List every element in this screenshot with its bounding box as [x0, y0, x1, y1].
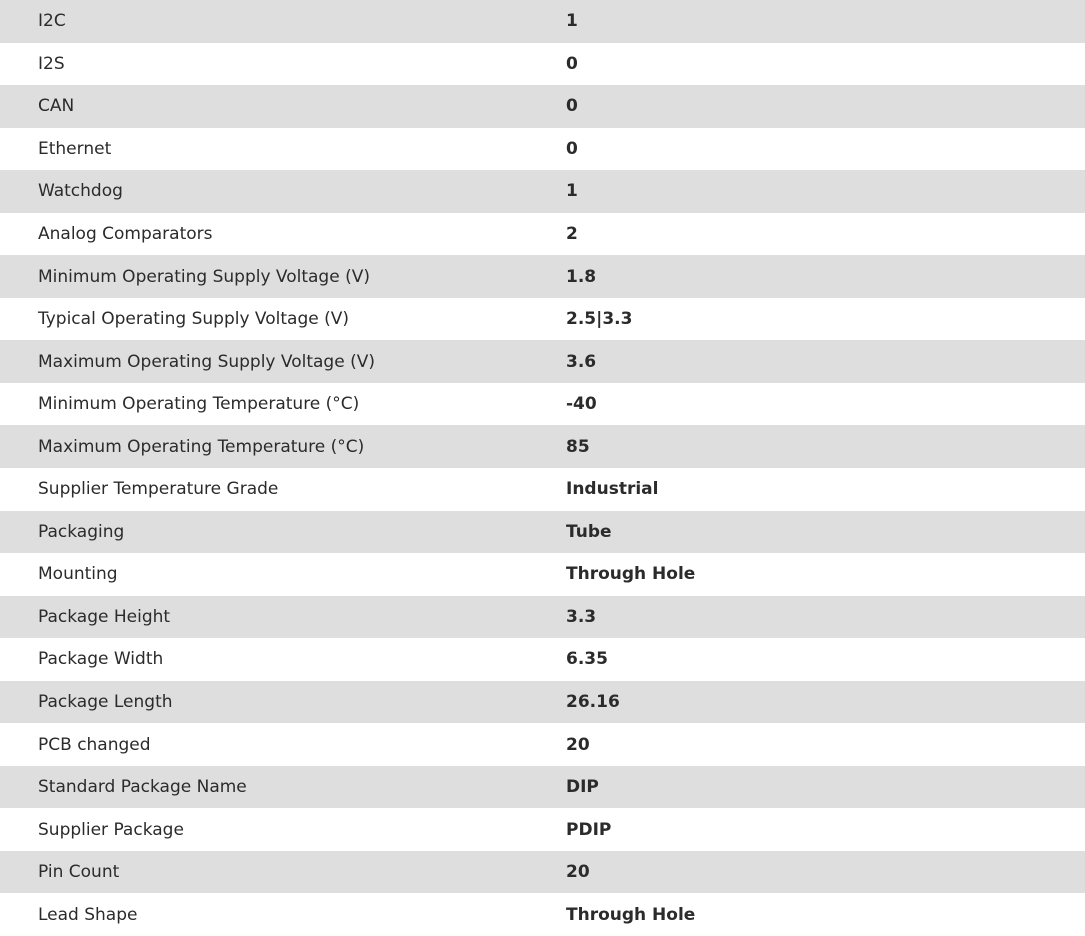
spec-row-max-supply-voltage — [0, 340, 1085, 383]
spec-label: Lead Shape — [38, 904, 138, 925]
spec-row-package-width — [0, 638, 1085, 681]
spec-label: I2C — [38, 11, 66, 32]
spec-value: PDIP — [566, 819, 612, 840]
spec-value: 0 — [566, 138, 578, 159]
spec-row-analog-comparators — [0, 213, 1085, 256]
spec-label: Supplier Package — [38, 819, 184, 840]
spec-row-temperature-grade — [0, 468, 1085, 511]
spec-value: 26.16 — [566, 692, 620, 713]
spec-row-package-height — [0, 596, 1085, 639]
spec-value: 3.6 — [566, 351, 597, 372]
spec-row-pcb-changed — [0, 723, 1085, 766]
spec-row-packaging — [0, 511, 1085, 554]
spec-label: Package Length — [38, 692, 173, 713]
spec-label: I2S — [38, 53, 65, 74]
spec-label: Analog Comparators — [38, 224, 213, 244]
spec-value: 6.35 — [566, 649, 608, 670]
spec-label: Supplier Temperature Grade — [38, 479, 279, 500]
spec-value: 0 — [566, 96, 578, 117]
spec-label: Maximum Operating Temperature (°C) — [38, 436, 365, 457]
spec-label: Minimum Operating Supply Voltage (V) — [38, 266, 370, 287]
spec-value: 85 — [566, 436, 590, 457]
spec-label: Typical Operating Supply Voltage (V) — [38, 309, 349, 330]
spec-value: Through Hole — [566, 564, 696, 585]
spec-value: -40 — [566, 394, 597, 415]
spec-row-min-temperature — [0, 383, 1085, 426]
spec-label: Package Height — [38, 606, 171, 627]
spec-value: 0 — [566, 53, 578, 74]
spec-value: Industrial — [566, 479, 659, 500]
spec-value: Tube — [566, 521, 612, 542]
spec-label: Maximum Operating Supply Voltage (V) — [38, 351, 375, 372]
spec-row-ethernet — [0, 128, 1085, 171]
spec-row-i2s — [0, 43, 1085, 86]
spec-value: 1 — [566, 181, 578, 202]
spec-row-min-supply-voltage — [0, 255, 1085, 298]
spec-row-watchdog — [0, 170, 1085, 213]
spec-row-pin-count — [0, 851, 1085, 894]
spec-label: PCB changed — [38, 734, 151, 755]
spec-value: 3.3 — [566, 606, 597, 627]
spec-label: Mounting — [38, 564, 118, 585]
spec-row-package-length — [0, 681, 1085, 724]
spec-row-can — [0, 85, 1085, 128]
spec-value: 1 — [566, 11, 578, 32]
spec-label: Packaging — [38, 521, 125, 542]
spec-row-i2c — [0, 0, 1085, 43]
spec-label: Standard Package Name — [38, 777, 247, 798]
spec-row-typical-supply-voltage — [0, 298, 1085, 341]
spec-row-lead-shape — [0, 893, 1085, 936]
spec-label: Pin Count — [38, 862, 120, 883]
spec-value: 20 — [566, 862, 590, 883]
spec-row-max-temperature — [0, 425, 1085, 468]
spec-value: 20 — [566, 734, 590, 755]
spec-label: Ethernet — [38, 138, 112, 159]
spec-label: Watchdog — [38, 181, 123, 202]
spec-value: 1.8 — [566, 266, 597, 287]
spec-row-supplier-package — [0, 808, 1085, 851]
spec-row-mounting — [0, 553, 1085, 596]
spec-value: 2.5|3.3 — [566, 309, 633, 330]
spec-value: Through Hole — [566, 904, 696, 925]
spec-value: DIP — [566, 777, 599, 798]
spec-value: 2 — [566, 224, 578, 244]
spec-label: Minimum Operating Temperature (°C) — [38, 394, 360, 415]
spec-label: Package Width — [38, 649, 164, 670]
spec-label: CAN — [38, 96, 75, 117]
spec-row-standard-package-name — [0, 766, 1085, 809]
